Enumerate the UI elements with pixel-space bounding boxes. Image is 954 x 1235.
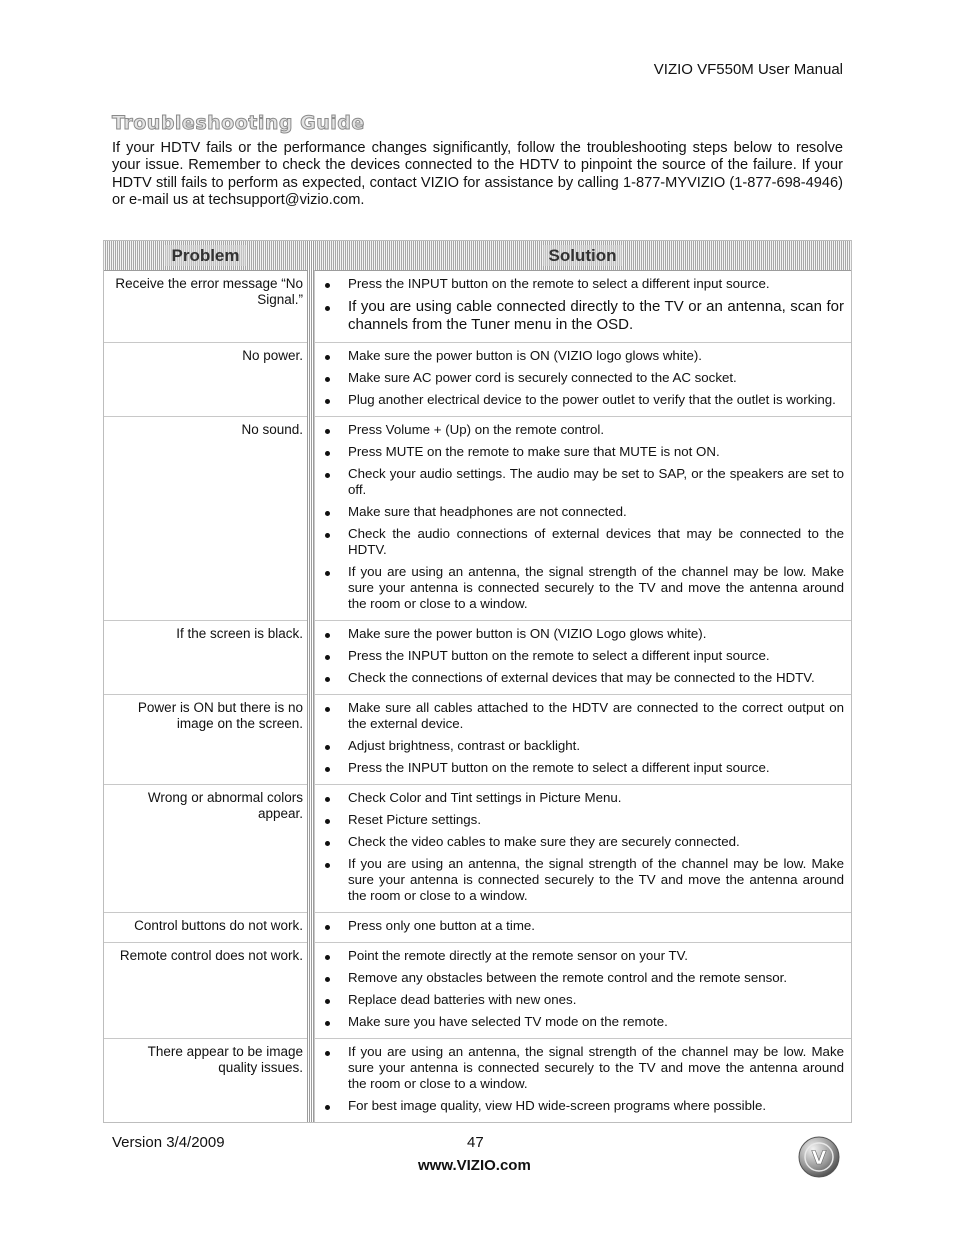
solution-list bbox=[321, 948, 844, 1030]
vizio-logo-icon bbox=[797, 1135, 841, 1179]
problem-cell: No sound. bbox=[104, 416, 307, 620]
problem-cell: If the screen is black. bbox=[104, 620, 307, 694]
solution-item: Check your audio settings. The audio may be set to SAP, or the speakers are set to off. bbox=[321, 466, 844, 498]
problem-cell: No power. bbox=[104, 342, 307, 416]
solution-item: For best image quality, view HD wide-screen programs where possible. bbox=[321, 1098, 844, 1114]
solution-cell bbox=[314, 270, 851, 342]
column-separator bbox=[307, 620, 314, 694]
problem-cell: Remote control does not work. bbox=[104, 942, 307, 1038]
solution-list bbox=[321, 348, 844, 408]
manual-header-title: VIZIO VF550M User Manual bbox=[653, 61, 843, 78]
column-separator bbox=[307, 342, 314, 416]
troubleshooting-table bbox=[103, 240, 852, 1123]
solution-item: If you are using an antenna, the signal strength of the channel may be low. Make sure your antenna is connected securely to the TV and move the antenna around the room or close to a window. bbox=[321, 1044, 844, 1092]
problem-cell: Control buttons do not work. bbox=[104, 912, 307, 942]
logo-letter: V bbox=[811, 1147, 827, 1169]
solution-list bbox=[321, 918, 844, 934]
problem-cell: There appear to be image quality issues. bbox=[104, 1038, 307, 1122]
problem-cell: Power is ON but there is no image on the screen. bbox=[104, 694, 307, 784]
solution-cell bbox=[314, 912, 851, 942]
solution-item: Check the video cables to make sure they are securely connected. bbox=[321, 834, 844, 850]
problem-header-label: Problem bbox=[165, 245, 245, 266]
solution-list bbox=[321, 700, 844, 776]
column-separator bbox=[307, 942, 314, 1038]
solution-item: Check the connections of external devices that may be connected to the HDTV. bbox=[321, 670, 844, 686]
problem-column-header bbox=[104, 241, 307, 270]
table-row bbox=[104, 416, 851, 620]
solution-item: If you are using cable connected directly to the TV or an antenna, scan for channels from the Tuner menu in the OSD. bbox=[321, 298, 844, 334]
solution-item: Plug another electrical device to the power outlet to verify that the outlet is working. bbox=[321, 392, 844, 408]
solution-list bbox=[321, 626, 844, 686]
solution-item: Check Color and Tint settings in Picture Menu. bbox=[321, 790, 844, 806]
solution-item: Make sure that headphones are not connected. bbox=[321, 504, 844, 520]
problem-cell: Receive the error message “No Signal.” bbox=[104, 270, 307, 342]
section-title: Troubleshooting Guide bbox=[112, 112, 365, 134]
solution-item: Make sure the power button is ON (VIZIO logo glows white). bbox=[321, 348, 844, 364]
table-row bbox=[104, 270, 851, 342]
solution-item: If you are using an antenna, the signal strength of the channel may be low. Make sure your antenna is connected securely to the TV and move the antenna around the room or close to a window. bbox=[321, 856, 844, 904]
solution-list bbox=[321, 422, 844, 612]
solution-list bbox=[321, 790, 844, 904]
solution-header-label: Solution bbox=[543, 245, 623, 266]
problem-cell: Wrong or abnormal colors appear. bbox=[104, 784, 307, 912]
solution-item: Make sure all cables attached to the HDTV are connected to the correct output on the external device. bbox=[321, 700, 844, 732]
intro-paragraph: If your HDTV fails or the performance changes significantly, follow the troubleshooting steps below to resolve your issue. Remember to check the devices connected to the HDTV to pinpoint the source of the failure. If your HDTV still fails to perform as expected, contact VIZIO for assistance by calling 1-877-MYVIZIO (1-877-698-4946) or e-mail us at techsupport@vizio.com. bbox=[112, 140, 843, 208]
solution-item: Check the audio connections of external devices that may be connected to the HDTV. bbox=[321, 526, 844, 558]
solution-item: Make sure you have selected TV mode on the remote. bbox=[321, 1014, 844, 1030]
table-row bbox=[104, 784, 851, 912]
solution-item: Press Volume + (Up) on the remote control. bbox=[321, 422, 844, 438]
solution-item: Press the INPUT button on the remote to select a different input source. bbox=[321, 276, 844, 292]
footer-url: www.VIZIO.com bbox=[418, 1157, 531, 1174]
table-header-row bbox=[104, 241, 851, 270]
column-separator bbox=[307, 694, 314, 784]
solution-item: Press only one button at a time. bbox=[321, 918, 844, 934]
solution-cell bbox=[314, 342, 851, 416]
column-separator bbox=[307, 241, 314, 270]
solution-cell bbox=[314, 784, 851, 912]
solution-item: Adjust brightness, contrast or backlight. bbox=[321, 738, 844, 754]
column-separator bbox=[307, 1038, 314, 1122]
solution-column-header bbox=[314, 241, 851, 270]
solution-list bbox=[321, 276, 844, 334]
solution-item: Reset Picture settings. bbox=[321, 812, 844, 828]
solution-item: Point the remote directly at the remote sensor on your TV. bbox=[321, 948, 844, 964]
column-separator bbox=[307, 270, 314, 342]
column-separator bbox=[307, 784, 314, 912]
solution-item: Press MUTE on the remote to make sure that MUTE is not ON. bbox=[321, 444, 844, 460]
solution-cell bbox=[314, 694, 851, 784]
table-row bbox=[104, 1038, 851, 1122]
table-row bbox=[104, 694, 851, 784]
table-row bbox=[104, 942, 851, 1038]
table-body bbox=[104, 270, 851, 1122]
column-separator bbox=[307, 416, 314, 620]
solution-item: If you are using an antenna, the signal strength of the channel may be low. Make sure your antenna is connected securely to the TV and move the antenna around the room or close to a window. bbox=[321, 564, 844, 612]
solution-item: Remove any obstacles between the remote control and the remote sensor. bbox=[321, 970, 844, 986]
table-row bbox=[104, 620, 851, 694]
solution-item: Press the INPUT button on the remote to select a different input source. bbox=[321, 760, 844, 776]
solution-cell bbox=[314, 620, 851, 694]
page-number: 47 bbox=[467, 1134, 484, 1151]
solution-item: Make sure the power button is ON (VIZIO Logo glows white). bbox=[321, 626, 844, 642]
table-row bbox=[104, 342, 851, 416]
table-row bbox=[104, 912, 851, 942]
footer-version: Version 3/4/2009 bbox=[112, 1134, 225, 1151]
solution-cell bbox=[314, 416, 851, 620]
solution-item: Press the INPUT button on the remote to select a different input source. bbox=[321, 648, 844, 664]
solution-cell bbox=[314, 942, 851, 1038]
solution-item: Replace dead batteries with new ones. bbox=[321, 992, 844, 1008]
solution-list bbox=[321, 1044, 844, 1114]
solution-cell bbox=[314, 1038, 851, 1122]
solution-item: Make sure AC power cord is securely connected to the AC socket. bbox=[321, 370, 844, 386]
column-separator bbox=[307, 912, 314, 942]
